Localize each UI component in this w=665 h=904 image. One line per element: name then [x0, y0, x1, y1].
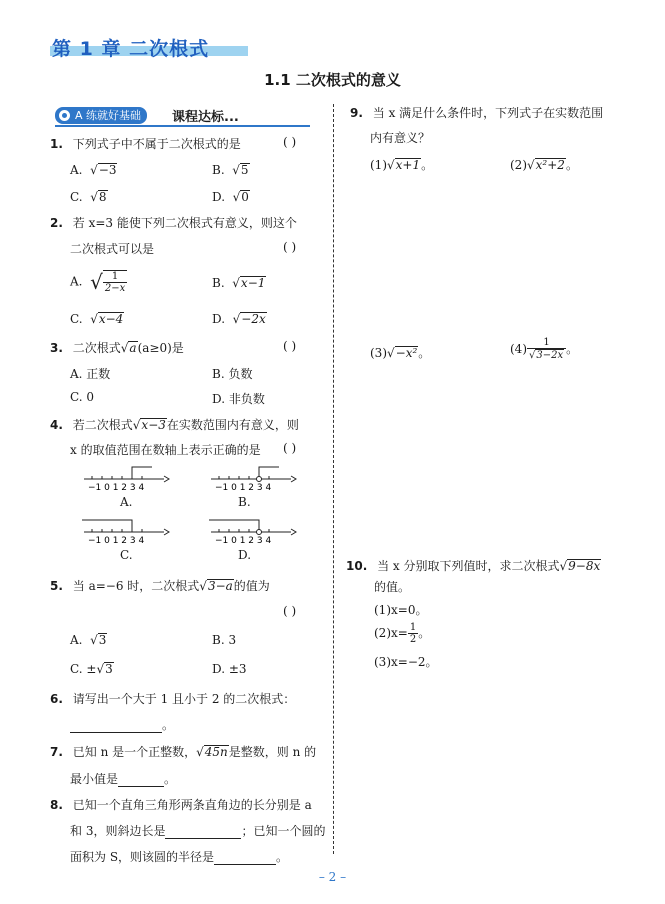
answer-paren: ( )	[283, 339, 297, 353]
question-4: 4. 若二次根式√x−3在实数范围内有意义，则	[50, 418, 299, 432]
chapter-title: 第 1 章 二次根式	[52, 38, 210, 60]
number-line-c	[80, 515, 170, 545]
option-a: A. 正数	[70, 367, 111, 381]
option-c: C. ±√3	[70, 662, 113, 676]
part-3: (3)√−x²。	[370, 346, 431, 360]
question-text: 下列式子中不属于二次根式的是	[72, 137, 241, 151]
question-7: 7. 已知 n 是一个正整数，√45n是整数，则 n 的	[50, 745, 317, 759]
answer-paren: ( )	[283, 240, 297, 254]
page-number: – 2 –	[318, 870, 347, 884]
question-5: 5. 当 a=−6 时，二次根式√3−a的值为	[50, 579, 270, 593]
question-number: 1.	[50, 137, 63, 151]
number-line-b	[207, 462, 297, 492]
part-2: (2)x= $\frac{1}{2}$ 。	[374, 622, 431, 645]
part-2: (2)√x²+2。	[510, 158, 578, 172]
badge-underline	[55, 125, 310, 127]
number-line-a	[80, 462, 170, 492]
section-title: 1.1 二次根式的意义	[264, 71, 401, 89]
column-divider	[333, 104, 334, 854]
question-10: 10. 当 x 分别取下列值时，求二次根式√9−8x	[346, 559, 601, 573]
question-text-line2: 的值。	[374, 580, 411, 594]
part-3: (3)x=−2。	[374, 655, 438, 669]
question-9: 9. 当 x 满足什么条件时，下列式子在实数范围	[350, 106, 604, 120]
option-a: A. √3	[70, 633, 107, 647]
option-c: C. 0	[70, 390, 95, 404]
option-b: B. √x−1	[212, 276, 266, 290]
question-text-line2: 二次根式可以是	[70, 242, 155, 256]
question-text-line2: x 的取值范围在数轴上表示正确的是	[70, 443, 261, 457]
question-3: 3. 二次根式√a(a≥0)是	[50, 341, 184, 355]
option-label-a: A.	[120, 495, 133, 509]
practice-badge	[55, 107, 147, 124]
option-b: B. 负数	[212, 367, 253, 381]
question-7-line2: 最小值是 。	[70, 772, 177, 786]
option-c: C. √8	[70, 190, 107, 204]
option-d: D. √0	[212, 190, 249, 204]
svg-text:−1 0 1 2 3 4: −1 0 1 2 3 4	[88, 536, 145, 545]
option-label-d: D.	[238, 548, 252, 562]
option-a: A. √−3	[70, 163, 117, 177]
svg-text:−1 0 1 2 3 4: −1 0 1 2 3 4	[215, 536, 272, 545]
question-8-line3: 面积为 S，则该圆的半径是 。	[70, 850, 289, 864]
option-b: B. 3	[212, 633, 237, 647]
question-2: 2. 若 x=3 能使下列二次根式有意义，则这个	[50, 216, 297, 230]
answer-paren: ( )	[283, 441, 297, 455]
option-d: D. √−2x	[212, 312, 266, 326]
question-8-line2: 和 3，则斜边长是 ；已知一个圆的	[70, 824, 326, 838]
badge-bullet-icon	[59, 110, 70, 121]
option-b: B. √5	[212, 163, 249, 177]
option-d: D. ±3	[212, 662, 247, 676]
badge-label: A 练就好基础	[75, 109, 142, 122]
svg-text:−1 0 1 2 3 4: −1 0 1 2 3 4	[215, 483, 272, 492]
badge-title: 课程达标...	[172, 110, 239, 125]
answer-paren: ( )	[283, 135, 297, 149]
option-a: A. √ $\frac{1}{2-x}$	[70, 270, 126, 294]
part-1: (1)x=0。	[374, 603, 428, 617]
question-6: 6. 请写出一个大于 1 且小于 2 的二次根式：	[50, 692, 296, 706]
option-label-b: B.	[238, 495, 251, 509]
option-label-c: C.	[120, 548, 133, 562]
question-text-line2: 内有意义？	[370, 131, 431, 145]
answer-blank-7[interactable]	[118, 774, 164, 787]
number-line-d	[207, 515, 297, 545]
answer-blank-8b[interactable]	[214, 852, 276, 865]
question-text: 若 x=3 能使下列二次根式有意义，则这个	[72, 216, 297, 230]
answer-paren: ( )	[283, 604, 297, 618]
answer-blank-8a[interactable]	[165, 826, 241, 839]
option-d: D. 非负数	[212, 392, 265, 406]
part-4: (4) $\frac{1}{√3-2x}$ 。	[510, 337, 579, 361]
part-1: (1)√x+1。	[370, 158, 434, 172]
question-1	[50, 135, 241, 152]
option-c: C. √x−4	[70, 312, 124, 326]
svg-text:−1 0 1 2 3 4: −1 0 1 2 3 4	[88, 483, 145, 492]
question-8: 8. 已知一个直角三角形两条直角边的长分别是 a	[50, 798, 312, 812]
answer-blank-6[interactable]: 。	[70, 716, 174, 733]
